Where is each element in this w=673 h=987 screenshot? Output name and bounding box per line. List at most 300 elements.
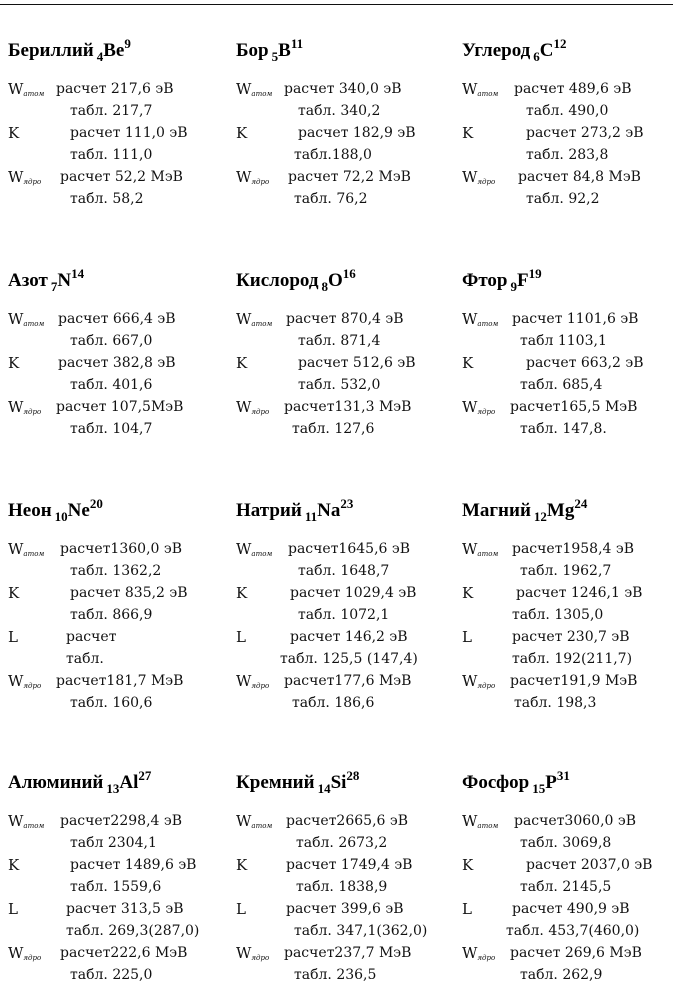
- energy-label: K: [8, 354, 20, 372]
- value-row: [236, 650, 456, 668]
- energy-value: табл. 104,7: [70, 421, 153, 437]
- energy-value: табл. 76,2: [294, 191, 368, 207]
- element-card: [462, 36, 673, 250]
- energy-value: табл. 490,0: [526, 103, 609, 119]
- value-row: [8, 124, 228, 142]
- energy-label-subscript: ядро: [251, 408, 270, 416]
- value-row: [236, 672, 456, 690]
- value-row: [236, 354, 456, 372]
- element-name: Кислород: [236, 270, 319, 291]
- value-row: [8, 966, 228, 984]
- energy-label-subscript: атом: [251, 822, 273, 830]
- energy-label-subscript: атом: [477, 90, 499, 98]
- energy-label: $W_{атом}$: [8, 540, 45, 558]
- element-card: [462, 496, 673, 711]
- energy-value: расчет 399,6 эВ: [286, 901, 404, 917]
- element-title: [8, 768, 152, 796]
- value-row: [236, 694, 456, 712]
- energy-label: K: [236, 124, 248, 142]
- energy-value: табл.: [66, 651, 104, 667]
- element-symbol: F: [516, 270, 529, 291]
- value-row: [8, 420, 228, 438]
- energy-value: расчет 107,5МэВ: [56, 399, 184, 415]
- mass-number: 31: [556, 768, 570, 783]
- energy-value: расчет191,9 МэВ: [510, 673, 638, 689]
- element-symbol: P: [545, 772, 557, 793]
- value-row: [8, 168, 228, 186]
- energy-label-subscript: атом: [251, 90, 273, 98]
- value-row: [462, 190, 673, 208]
- element-name: Фтор: [462, 270, 508, 291]
- value-row: [8, 398, 228, 416]
- value-row: [8, 922, 228, 940]
- energy-value: табл 2304,1: [70, 835, 157, 851]
- value-row: [236, 922, 456, 940]
- energy-value: расчет 1749,4 эВ: [286, 857, 413, 873]
- value-row: [236, 966, 456, 984]
- energy-value: табл. 283,8: [526, 147, 609, 163]
- energy-label: $W_{атом}$: [462, 812, 499, 830]
- energy-value: табл. 340,2: [298, 103, 381, 119]
- energy-label: $W_{атом}$: [462, 540, 499, 558]
- element-title: [462, 266, 542, 294]
- element-title: [8, 496, 103, 524]
- value-row: [462, 420, 673, 438]
- energy-label: L: [236, 628, 246, 646]
- energy-label: $W_{атом}$: [462, 310, 499, 328]
- energy-label-subscript: атом: [23, 550, 45, 558]
- energy-label: K: [462, 856, 474, 874]
- energy-value: табл. 532,0: [298, 377, 381, 393]
- energy-label-subscript: ядро: [23, 682, 42, 690]
- energy-value: табл. 1305,0: [512, 607, 604, 623]
- energy-value: расчет 1029,4 эВ: [290, 585, 417, 601]
- energy-value: табл. 225,0: [70, 967, 153, 983]
- element-card: [8, 496, 233, 711]
- value-row: [8, 694, 228, 712]
- energy-value: табл. 1648,7: [298, 563, 390, 579]
- energy-label-subscript: ядро: [477, 682, 496, 690]
- value-row: [236, 80, 456, 98]
- element-card: [236, 768, 461, 983]
- energy-label-subscript: атом: [477, 822, 499, 830]
- element-symbol: N: [57, 270, 72, 291]
- energy-label: $W_{ядро}$: [462, 672, 496, 690]
- energy-value: табл. 160,6: [70, 695, 153, 711]
- energy-label: $W_{ядро}$: [236, 672, 270, 690]
- energy-value: расчет 512,6 эВ: [298, 355, 416, 371]
- value-row: [236, 878, 456, 896]
- energy-value: расчет 313,5 эВ: [66, 901, 184, 917]
- value-row: [8, 856, 228, 874]
- value-row: [236, 540, 456, 558]
- mass-number: 9: [124, 36, 131, 51]
- value-row: [236, 834, 456, 852]
- energy-value: табл. 192(211,7): [512, 651, 633, 667]
- value-row: [8, 190, 228, 208]
- mass-number: 23: [340, 496, 354, 511]
- energy-label: $W_{ядро}$: [8, 944, 42, 962]
- energy-value: расчет: [66, 629, 117, 645]
- energy-value: расчет 1246,1 эВ: [516, 585, 643, 601]
- energy-label: $W_{атом}$: [8, 80, 45, 98]
- energy-value: табл. 866,9: [70, 607, 153, 623]
- value-row: [462, 628, 673, 646]
- value-row: [8, 878, 228, 896]
- energy-value: табл. 1072,1: [298, 607, 390, 623]
- element-title: [236, 266, 356, 294]
- value-row: [8, 606, 228, 624]
- value-row: [8, 376, 228, 394]
- value-row: [462, 606, 673, 624]
- atomic-number: 12: [533, 509, 547, 524]
- value-row: [236, 190, 456, 208]
- atomic-number: 4: [96, 49, 104, 64]
- value-row: [462, 562, 673, 580]
- value-row: [236, 562, 456, 580]
- energy-label: $W_{ядро}$: [236, 944, 270, 962]
- energy-value: табл. 92,2: [526, 191, 600, 207]
- energy-label-subscript: ядро: [477, 178, 496, 186]
- energy-label: K: [236, 856, 248, 874]
- energy-label: L: [462, 900, 472, 918]
- atomic-number: 13: [106, 781, 120, 796]
- value-row: [236, 900, 456, 918]
- energy-value: расчет1360,0 эВ: [60, 541, 183, 557]
- value-row: [462, 584, 673, 602]
- energy-value: табл. 147,8.: [520, 421, 607, 437]
- energy-label-subscript: ядро: [23, 408, 42, 416]
- value-row: [236, 102, 456, 120]
- value-row: [462, 102, 673, 120]
- energy-label: $W_{ядро}$: [8, 398, 42, 416]
- energy-label: $W_{атом}$: [236, 310, 273, 328]
- value-row: [236, 376, 456, 394]
- energy-label-subscript: атом: [251, 320, 273, 328]
- element-symbol: C: [539, 40, 554, 61]
- element-symbol: B: [278, 40, 291, 61]
- value-row: [8, 332, 228, 350]
- value-row: [462, 922, 673, 940]
- energy-label-subscript: ядро: [23, 178, 42, 186]
- energy-value: расчет 182,9 эВ: [298, 125, 416, 141]
- element-name: Магний: [462, 500, 531, 521]
- energy-label: K: [236, 584, 248, 602]
- energy-label-subscript: атом: [23, 90, 45, 98]
- value-row: [236, 420, 456, 438]
- element-symbol: Al: [119, 772, 139, 793]
- energy-value: расчет3060,0 эВ: [514, 813, 637, 829]
- energy-value: расчет 230,7 эВ: [512, 629, 630, 645]
- atomic-number: 11: [304, 509, 318, 524]
- value-row: [462, 398, 673, 416]
- element-name: Бор: [236, 40, 269, 61]
- value-row: [8, 650, 228, 668]
- energy-label: $W_{ядро}$: [462, 168, 496, 186]
- energy-value: табл. 186,6: [292, 695, 375, 711]
- value-row: [462, 834, 673, 852]
- value-row: [8, 812, 228, 830]
- energy-value: расчет2298,4 эВ: [60, 813, 183, 829]
- value-row: [462, 812, 673, 830]
- value-row: [8, 900, 228, 918]
- energy-label: $W_{ядро}$: [462, 398, 496, 416]
- energy-value: расчет222,6 МэВ: [60, 945, 188, 961]
- element-title: [462, 36, 567, 64]
- energy-value: табл. 125,5 (147,4): [280, 651, 418, 667]
- mass-number: 16: [342, 266, 356, 281]
- element-card: [236, 36, 461, 250]
- energy-value: табл. 1559,6: [70, 879, 162, 895]
- value-row: [462, 310, 673, 328]
- energy-value: табл. 667,0: [70, 333, 153, 349]
- energy-value: табл. 2145,5: [520, 879, 612, 895]
- mass-number: 27: [138, 768, 152, 783]
- element-name: Алюминий: [8, 772, 104, 793]
- element-name: Натрий: [236, 500, 302, 521]
- energy-label: K: [462, 354, 474, 372]
- value-row: [462, 332, 673, 350]
- energy-label-subscript: атом: [23, 320, 45, 328]
- energy-label-subscript: атом: [251, 550, 273, 558]
- mass-number: 19: [528, 266, 542, 281]
- energy-value: расчет 72,2 МэВ: [288, 169, 411, 185]
- energy-label: $W_{атом}$: [236, 80, 273, 98]
- energy-label: L: [236, 900, 246, 918]
- atomic-number: 5: [271, 49, 279, 64]
- energy-label: $W_{атом}$: [236, 540, 273, 558]
- energy-value: табл. 127,6: [292, 421, 375, 437]
- energy-value: табл. 347,1(362,0): [294, 923, 428, 939]
- element-title: [8, 36, 131, 64]
- element-title: [462, 768, 570, 796]
- mass-number: 20: [89, 496, 103, 511]
- energy-value: расчет 1489,6 эВ: [70, 857, 197, 873]
- energy-value: расчет177,6 МэВ: [284, 673, 412, 689]
- energy-value: расчет 340,0 эВ: [284, 81, 402, 97]
- energy-value: расчет 489,6 эВ: [514, 81, 632, 97]
- value-row: [8, 562, 228, 580]
- energy-label: L: [8, 628, 18, 646]
- value-row: [236, 168, 456, 186]
- energy-value: расчет 870,4 эВ: [286, 311, 404, 327]
- energy-value: расчет 1101,6 эВ: [512, 311, 639, 327]
- value-row: [236, 332, 456, 350]
- energy-label-subscript: ядро: [477, 408, 496, 416]
- element-card: [8, 768, 233, 983]
- energy-value: табл. 1362,2: [70, 563, 162, 579]
- atomic-number: 14: [317, 781, 331, 796]
- energy-label: $W_{ядро}$: [236, 168, 270, 186]
- element-name: Бериллий: [8, 40, 94, 61]
- energy-value: расчет 217,6 эВ: [56, 81, 174, 97]
- value-row: [462, 650, 673, 668]
- energy-value: расчет 111,0 эВ: [70, 125, 188, 141]
- element-name: Углерод: [462, 40, 531, 61]
- energy-label: L: [8, 900, 18, 918]
- element-title: [236, 36, 304, 64]
- energy-value: расчет 666,4 эВ: [58, 311, 176, 327]
- energy-value: расчет 52,2 МэВ: [60, 169, 183, 185]
- element-title: [8, 266, 85, 294]
- energy-label: K: [8, 124, 20, 142]
- value-row: [8, 310, 228, 328]
- element-name: Кремний: [236, 772, 315, 793]
- mass-number: 12: [553, 36, 567, 51]
- value-row: [462, 694, 673, 712]
- energy-value: расчет 273,2 эВ: [526, 125, 644, 141]
- atomic-number: 10: [54, 509, 68, 524]
- value-row: [8, 540, 228, 558]
- value-row: [462, 966, 673, 984]
- atomic-number: 15: [532, 781, 546, 796]
- energy-label-subscript: атом: [477, 550, 499, 558]
- value-row: [236, 628, 456, 646]
- energy-value: табл. 217,7: [70, 103, 153, 119]
- value-row: [462, 672, 673, 690]
- energy-value: табл. 111,0: [70, 147, 153, 163]
- energy-label: L: [462, 628, 472, 646]
- value-row: [8, 628, 228, 646]
- energy-value: расчет165,5 МэВ: [510, 399, 638, 415]
- energy-value: табл. 1962,7: [520, 563, 612, 579]
- energy-value: расчет2665,6 эВ: [286, 813, 409, 829]
- energy-value: расчет 663,2 эВ: [526, 355, 644, 371]
- value-row: [462, 376, 673, 394]
- atomic-number: 7: [50, 279, 58, 294]
- energy-label: $W_{атом}$: [8, 812, 45, 830]
- value-row: [236, 310, 456, 328]
- energy-label: K: [8, 584, 20, 602]
- value-row: [236, 812, 456, 830]
- value-row: [462, 944, 673, 962]
- value-row: [462, 124, 673, 142]
- energy-label-subscript: ядро: [251, 682, 270, 690]
- element-card: [462, 768, 673, 983]
- value-row: [462, 878, 673, 896]
- energy-label: K: [8, 856, 20, 874]
- value-row: [462, 146, 673, 164]
- energy-value: расчет1645,6 эВ: [288, 541, 411, 557]
- value-row: [8, 102, 228, 120]
- element-title: [236, 768, 360, 796]
- energy-value: табл. 871,4: [298, 333, 381, 349]
- energy-label: $W_{ядро}$: [8, 168, 42, 186]
- energy-label-subscript: ядро: [23, 954, 42, 962]
- element-symbol: Na: [317, 500, 341, 521]
- mass-number: 28: [346, 768, 360, 783]
- element-card: [8, 36, 233, 250]
- energy-value: табл. 236,5: [294, 967, 377, 983]
- energy-label: $W_{атом}$: [236, 812, 273, 830]
- energy-value: табл. 401,6: [70, 377, 153, 393]
- element-card: [236, 496, 461, 711]
- value-row: [8, 584, 228, 602]
- value-row: [462, 80, 673, 98]
- energy-value: табл. 262,9: [520, 967, 603, 983]
- energy-value: расчет 84,8 МэВ: [518, 169, 641, 185]
- mass-number: 14: [71, 266, 85, 281]
- energy-value: табл. 3069,8: [520, 835, 612, 851]
- mass-number: 11: [290, 36, 304, 51]
- energy-label-subscript: атом: [23, 822, 45, 830]
- value-row: [236, 856, 456, 874]
- energy-value: табл. 269,3(287,0): [66, 923, 200, 939]
- atomic-number: 9: [510, 279, 517, 294]
- element-symbol: Mg: [546, 500, 575, 521]
- value-row: [462, 168, 673, 186]
- atomic-number: 6: [533, 49, 540, 64]
- energy-label: K: [462, 124, 474, 142]
- value-row: [8, 834, 228, 852]
- value-row: [236, 584, 456, 602]
- element-name: Фосфор: [462, 772, 530, 793]
- value-row: [236, 124, 456, 142]
- energy-value: табл. 58,2: [70, 191, 144, 207]
- mass-number: 24: [574, 496, 588, 511]
- element-card: [236, 266, 461, 480]
- element-symbol: Be: [103, 40, 125, 61]
- value-row: [8, 944, 228, 962]
- element-title: [462, 496, 588, 524]
- element-name: Азот: [8, 270, 48, 291]
- value-row: [8, 80, 228, 98]
- energy-label-subscript: атом: [477, 320, 499, 328]
- value-row: [236, 944, 456, 962]
- energy-value: расчет 2037,0 эВ: [526, 857, 653, 873]
- element-title: [236, 496, 354, 524]
- energy-label-subscript: ядро: [477, 954, 496, 962]
- energy-value: табл. 198,3: [514, 695, 597, 711]
- energy-label: $W_{атом}$: [8, 310, 45, 328]
- element-card: [462, 266, 673, 480]
- value-row: [8, 354, 228, 372]
- energy-label: $W_{ядро}$: [236, 398, 270, 416]
- energy-value: расчет1958,4 эВ: [512, 541, 635, 557]
- energy-label: $W_{ядро}$: [462, 944, 496, 962]
- value-row: [462, 540, 673, 558]
- energy-label-subscript: ядро: [251, 954, 270, 962]
- energy-label-subscript: ядро: [251, 178, 270, 186]
- energy-value: расчет131,3 МэВ: [284, 399, 412, 415]
- value-row: [8, 146, 228, 164]
- energy-value: табл. 2673,2: [296, 835, 388, 851]
- value-row: [236, 398, 456, 416]
- element-card: [8, 266, 233, 480]
- energy-value: расчет 269,6 МэВ: [510, 945, 642, 961]
- value-row: [8, 672, 228, 690]
- energy-value: табл. 453,7(460,0): [506, 923, 640, 939]
- energy-value: расчет237,7 МэВ: [284, 945, 412, 961]
- energy-label: K: [462, 584, 474, 602]
- value-row: [236, 146, 456, 164]
- value-row: [462, 354, 673, 372]
- energy-value: табл. 1838,9: [296, 879, 388, 895]
- element-symbol: Si: [330, 772, 347, 793]
- atomic-number: 8: [321, 279, 328, 294]
- energy-value: расчет 490,9 эВ: [512, 901, 630, 917]
- element-symbol: Ne: [67, 500, 90, 521]
- value-row: [462, 856, 673, 874]
- energy-value: расчет 146,2 эВ: [290, 629, 408, 645]
- element-name: Неон: [8, 500, 52, 521]
- energy-value: табл 1103,1: [520, 333, 607, 349]
- energy-value: табл. 685,4: [520, 377, 603, 393]
- value-row: [462, 900, 673, 918]
- energy-label: K: [236, 354, 248, 372]
- energy-value: табл.188,0: [294, 147, 372, 163]
- value-row: [236, 606, 456, 624]
